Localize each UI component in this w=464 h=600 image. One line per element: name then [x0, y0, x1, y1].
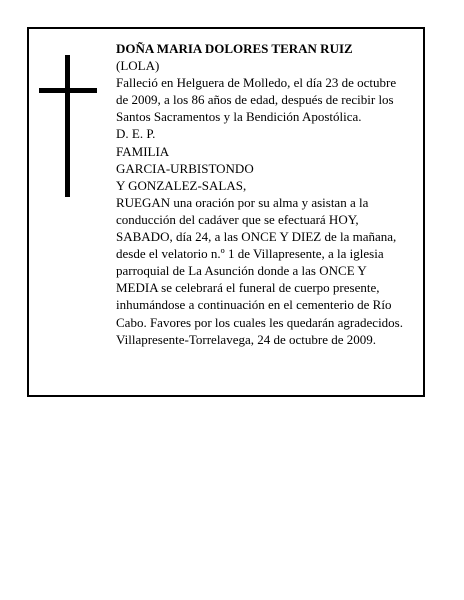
- request-line: RUEGAN una oración por su alma y asistan a la: [116, 194, 369, 210]
- family-line: FAMILIA: [116, 143, 170, 159]
- request-line: conducción del cadáver que se efectuará HOY,: [116, 211, 359, 227]
- request-line: Cabo. Favores por los cuales les quedarán agradecidos.: [116, 314, 403, 330]
- request-line: parroquial de La Asunción donde a las ONCE Y: [116, 263, 367, 279]
- place-date-line: Villapresente-Torrelavega, 24 de octubre de 2009.: [116, 331, 377, 347]
- cross-horizontal-bar: [39, 88, 97, 93]
- nickname: (LOLA): [116, 58, 160, 74]
- latin-cross-icon: [39, 55, 97, 197]
- family-line: Y GONZALEZ-SALAS,: [116, 177, 247, 193]
- notice-text: [116, 40, 422, 348]
- request-line: SABADO, día 24, a las ONCE Y DIEZ de la mañana,: [116, 229, 397, 245]
- death-info-line: de 2009, a los 86 años de edad, después de recibir los: [116, 92, 394, 108]
- request-line: desde el velatorio n.º 1 de Villapresente, a la iglesia: [116, 246, 384, 262]
- family-line: GARCIA-URBISTONDO: [116, 160, 254, 176]
- obituary-notice: [27, 27, 425, 397]
- request-line: MEDIA se celebrará el funeral de cuerpo presente,: [116, 280, 380, 296]
- dep-line: D. E. P.: [116, 126, 156, 142]
- death-info-line: Santos Sacramentos y la Bendición Apostólica.: [116, 109, 362, 125]
- deceased-name: DOÑA MARIA DOLORES TERAN RUIZ: [116, 41, 353, 56]
- death-info-line: Falleció en Helguera de Molledo, el día 23 de octubre: [116, 75, 397, 91]
- request-line: inhumándose a continuación en el cementerio de Río: [116, 297, 392, 313]
- cross-vertical-bar: [65, 55, 70, 197]
